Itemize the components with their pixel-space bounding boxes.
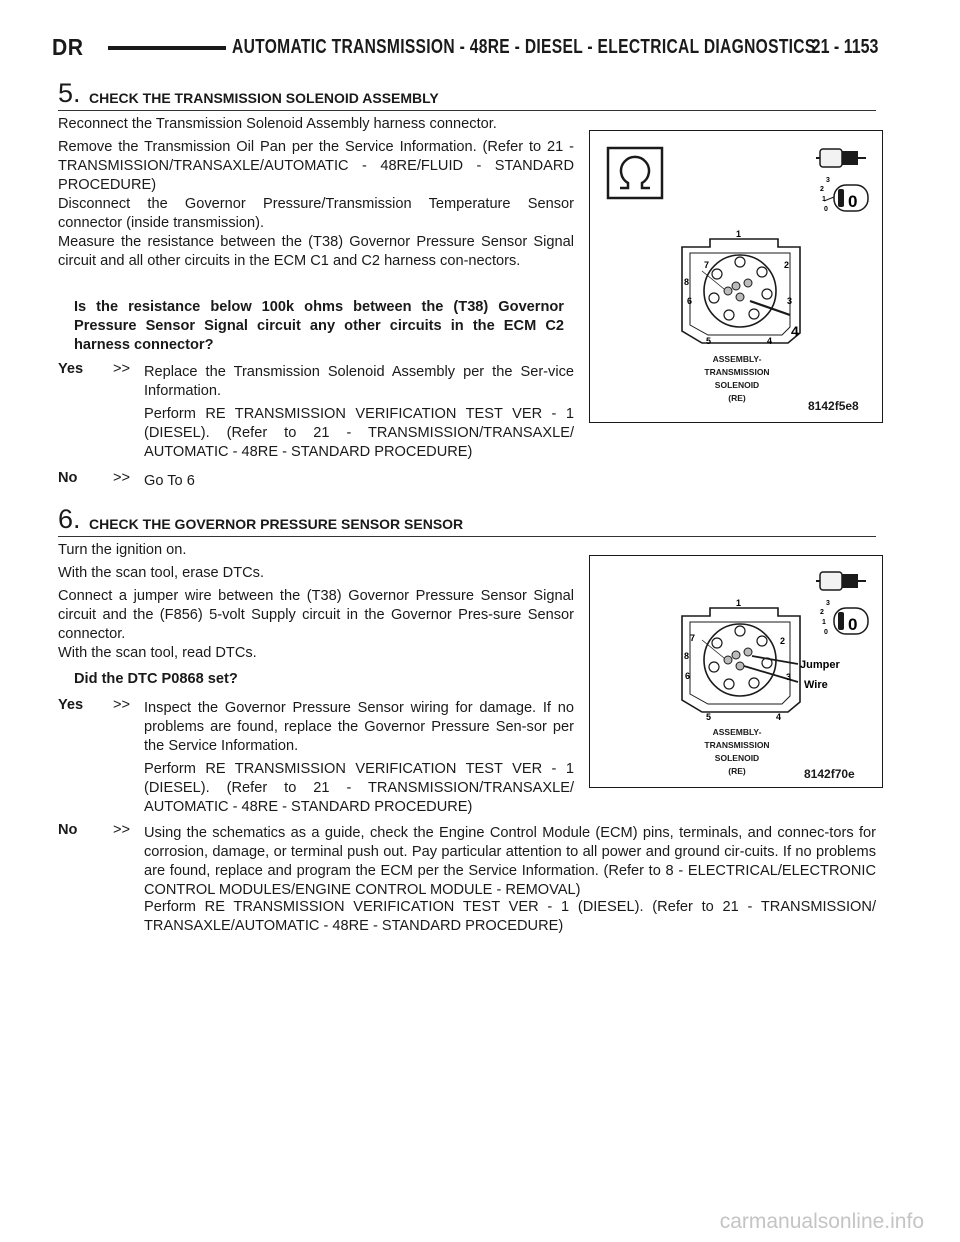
s5-no-arrow: >> [113, 470, 131, 486]
s6-para-2: With the scan tool, erase DTCs. [58, 565, 265, 581]
s5-question: Is the resistance below 100k ohms between the (T38) Governor Pressure Sensor Signal circuit any other circuits in the ECM C2 harness connector? [74, 299, 564, 353]
pin-1: 1 [736, 598, 742, 608]
s6-no-line-1: Using the schematics as a guide, check the Engine Control Module (ECM) pins, terminals, and connec-tors for corrosion, damage, or terminal push out. Pay particular attention to all power and ground cir-cuits. If no problems are found, replace and program the ECM per the Service Information. (Refer to 8 - ELECTRICAL/ELECTRONIC CONTROL MODULES/ENGINE CONTROL MODULE - REMOVAL) [144, 825, 876, 898]
pin-5: 5 [706, 336, 712, 346]
s6-para-4: With the scan tool, read DTCs. [58, 645, 257, 661]
s6-yes-line-1: Inspect the Governor Pressure Sensor wiring for damage. If no problems are found, replace the Governor Pressure Sen-sor per the Service Information. [144, 700, 574, 754]
s5-para-2: Remove the Transmission Oil Pan per the Service Information. (Refer to 21 - TRANSMISSION/TRANSAXLE/AUTOMATIC - 48RE/FLUID - STANDARD PROCEDURE) [58, 139, 574, 193]
pin-4: 4 [776, 712, 782, 722]
watermark: carmanualsonline.info [719, 1210, 924, 1233]
s5-yes-line-2: Perform RE TRANSMISSION VERIFICATION TEST VER - 1 (DIESEL). (Refer to 21 - TRANSMISSION/TRANSAXLE/ AUTOMATIC - 48RE - STANDARD PROCEDURE) [144, 406, 574, 460]
s5-para-1: Reconnect the Transmission Solenoid Assembly harness connector. [58, 116, 497, 132]
s5-yes-line-1: Replace the Transmission Solenoid Assembly per the Ser-vice Information. [144, 364, 574, 399]
s6-question: Did the DTC P0868 set? [74, 671, 238, 687]
pin-1: 1 [736, 229, 742, 239]
figure-solenoid-resistance [589, 130, 883, 423]
scale-3: 3 [826, 177, 830, 184]
scale-2: 2 [820, 609, 824, 616]
caption-line-3: SOLENOID [714, 380, 760, 390]
pin-2: 2 [780, 636, 786, 646]
s6-yes-label: Yes [58, 697, 84, 713]
section-5-heading [58, 78, 876, 111]
figure-1-code: 8142f5e8 [808, 399, 859, 413]
header-rule [108, 46, 226, 50]
s5-no-label: No [58, 470, 78, 486]
caption-line-3: SOLENOID [714, 753, 760, 763]
figure-2-code: 8142f70e [804, 767, 855, 781]
section-5-title: CHECK THE TRANSMISSION SOLENOID ASSEMBLY [89, 90, 439, 106]
meter-leads-icon [816, 149, 866, 167]
s6-no-line-2: Perform RE TRANSMISSION VERIFICATION TEST VER - 1 (DIESEL). (Refer to 21 - TRANSMISSION/ TRANSAXLE/AUTOMATIC - 48RE - STANDARD PROCEDURE) [144, 899, 876, 934]
page-header [52, 30, 878, 64]
header-title: AUTOMATIC TRANSMISSION - 48RE - DIESEL - ELECTRICAL DIAGNOSTICS [232, 36, 816, 58]
pin-8: 8 [684, 277, 690, 287]
s5-para-3: Disconnect the Governor Pressure/Transmission Temperature Sensor connector (inside transmission). [58, 196, 574, 231]
s6-yes-arrow: >> [113, 697, 131, 713]
caption-line-2: TRANSMISSION [704, 740, 770, 750]
section-6-number: 6. [58, 504, 81, 534]
pin-8: 8 [684, 651, 690, 661]
scale-1: 1 [822, 619, 826, 626]
pin-3: 3 [787, 296, 793, 306]
pin-3: 3 [786, 672, 792, 682]
pin-7: 7 [690, 633, 696, 643]
solenoid-connector [682, 239, 800, 343]
s6-no-arrow: >> [113, 822, 131, 838]
scale-0: 0 [824, 206, 828, 213]
pin-6: 6 [687, 296, 693, 306]
meter-reading: 0 [848, 192, 858, 211]
s6-para-3: Connect a jumper wire between the (T38) Governor Pressure Sensor Signal circuit and the (F856) 5-volt Supply circuit in the Governor Pres-sure Sensor connector. [58, 588, 574, 642]
figure-1-caption [677, 353, 797, 405]
pin-7: 7 [704, 260, 710, 270]
meter-leads-icon [816, 572, 866, 590]
jumper-label: Jumper [800, 659, 840, 671]
s5-yes-arrow: >> [113, 361, 131, 377]
figure-2-caption [677, 726, 797, 778]
scale-1: 1 [822, 196, 826, 203]
caption-line-2: TRANSMISSION [704, 367, 770, 377]
pin-2: 2 [784, 260, 790, 270]
page-number: 21 - 1153 [811, 36, 878, 58]
s6-para-1: Turn the ignition on. [58, 542, 187, 558]
section-6-heading [58, 504, 876, 537]
callout-4: 4 [791, 323, 799, 339]
solenoid-connector [682, 608, 800, 712]
pin-6: 6 [685, 671, 691, 681]
header-code: DR [52, 34, 84, 60]
figure-jumper-wire [589, 555, 883, 788]
meter-reading: 0 [848, 615, 858, 634]
s5-para-4: Measure the resistance between the (T38) Governor Pressure Sensor Signal circuit and all other circuits in the ECM C1 and C2 harness con-nectors. [58, 234, 574, 269]
s5-no-text: Go To 6 [144, 473, 195, 489]
pin-5: 5 [706, 712, 712, 722]
ohm-symbol-icon [608, 148, 662, 198]
section-6-title: CHECK THE GOVERNOR PRESSURE SENSOR SENSOR [89, 516, 464, 532]
caption-line-4: (RE) [728, 393, 746, 403]
scale-0: 0 [824, 629, 828, 636]
s6-yes-line-2: Perform RE TRANSMISSION VERIFICATION TEST VER - 1 (DIESEL). (Refer to 21 - TRANSMISSION/TRANSAXLE/ AUTOMATIC - 48RE - STANDARD PROCEDURE) [144, 761, 574, 815]
meter-dial-icon [824, 185, 868, 211]
wire-label: Wire [804, 679, 828, 691]
section-5-number: 5. [58, 78, 81, 108]
caption-line-4: (RE) [728, 766, 746, 776]
s6-no-label: No [58, 822, 78, 838]
caption-line-1: ASSEMBLY- [712, 727, 762, 737]
caption-line-1: ASSEMBLY- [712, 354, 762, 364]
s5-yes-label: Yes [58, 361, 84, 377]
pin-4: 4 [767, 336, 773, 346]
scale-2: 2 [820, 186, 824, 193]
scale-3: 3 [826, 600, 830, 607]
